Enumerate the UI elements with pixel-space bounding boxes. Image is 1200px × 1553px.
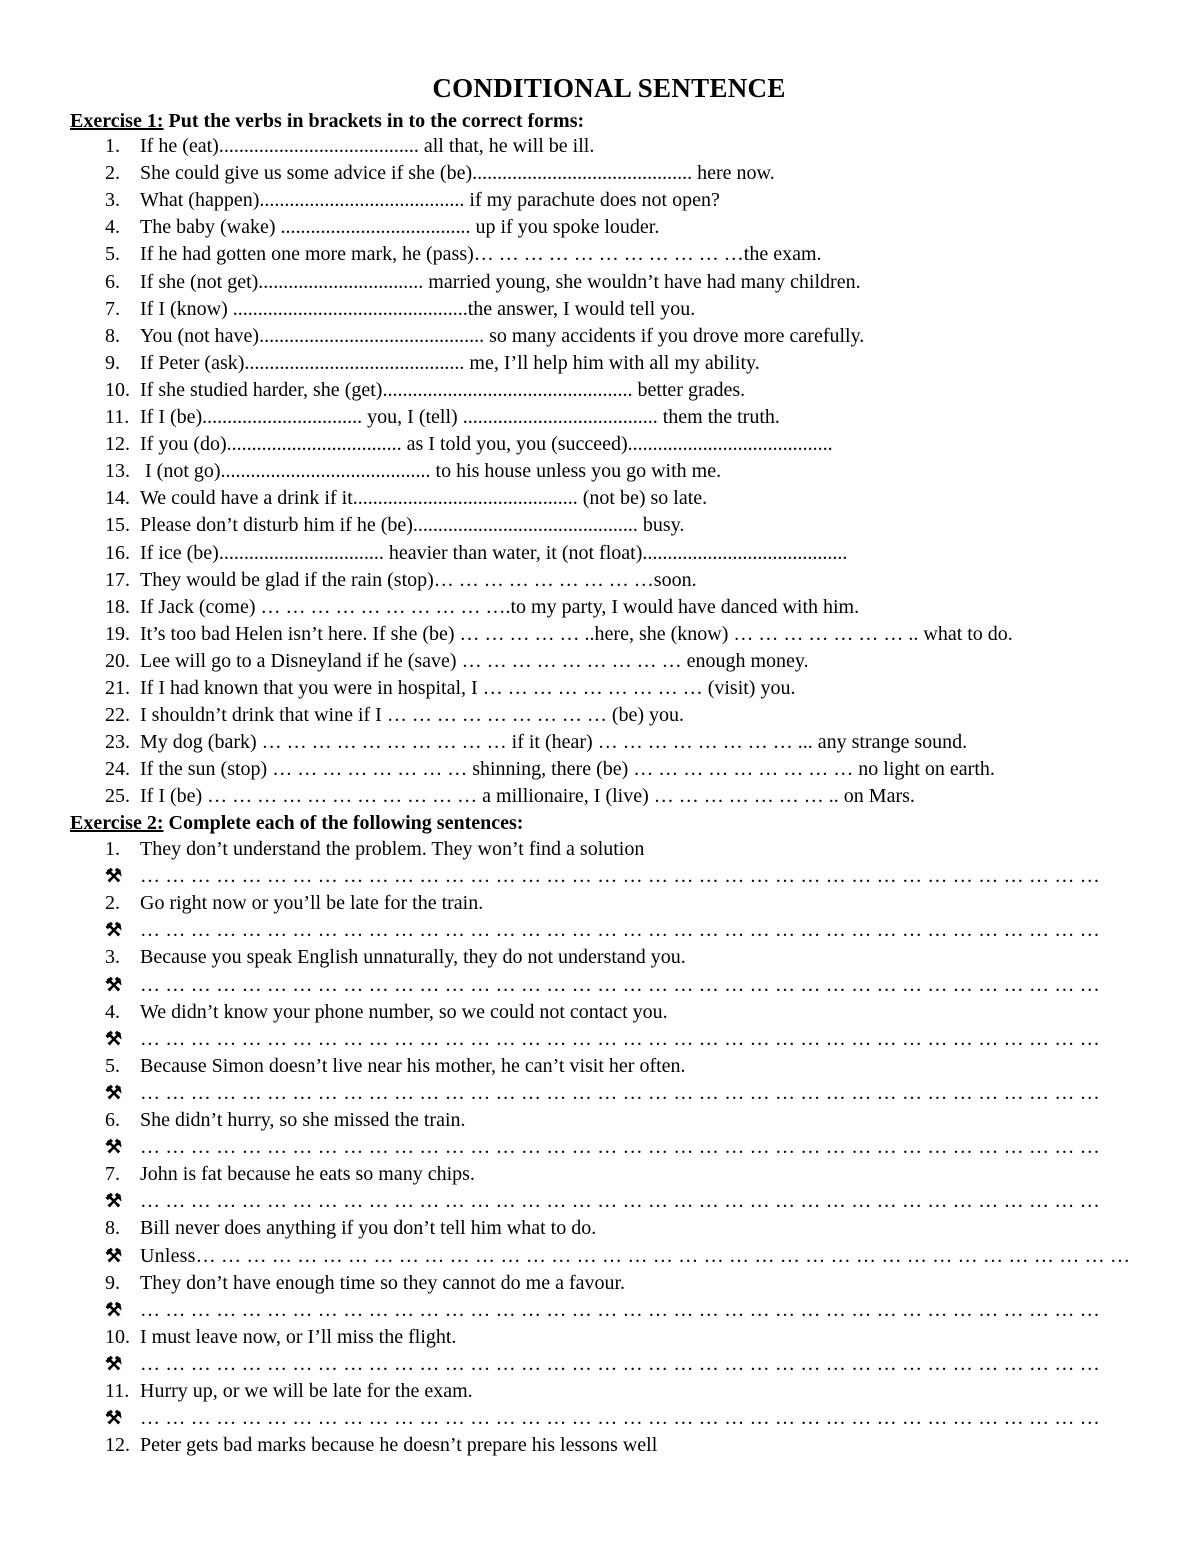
exercise-1-item bbox=[105, 648, 809, 675]
exercise-1-item bbox=[105, 512, 684, 539]
item-number: 1. bbox=[105, 135, 120, 157]
item-text: If he had gotten one more mark, he (pass)… … … … … … … … … … …the exam. bbox=[140, 243, 822, 266]
exercise-2-item bbox=[105, 1270, 625, 1297]
item-text: If I (be)................................ you, I (tell) ....................................... them the truth. bbox=[140, 406, 780, 428]
item-text: Hurry up, or we will be late for the exam. bbox=[140, 1380, 473, 1402]
answer-blank[interactable]: … … … … … … … … … … … … … … … … … … … … … … … … … … … … … … … … … … … … … … bbox=[140, 1136, 1100, 1159]
exercise-2-instruction: Complete each of the following sentences: bbox=[163, 812, 524, 834]
hammer-pick-icon: ⚒ bbox=[105, 1191, 123, 1213]
answer-line[interactable] bbox=[105, 1080, 1100, 1107]
hammer-pick-icon: ⚒ bbox=[105, 1299, 123, 1321]
answer-line[interactable] bbox=[105, 917, 1100, 944]
item-number: 8. bbox=[105, 1217, 120, 1240]
exercise-2-item bbox=[105, 999, 668, 1026]
exercise-1-item bbox=[105, 567, 697, 594]
item-text: If Jack (come) … … … … … … … … … ….to my party, I would have danced with him. bbox=[140, 595, 860, 618]
hammer-pick-icon: ⚒ bbox=[105, 1082, 123, 1104]
item-number: 2. bbox=[105, 162, 120, 185]
exercise-1-item bbox=[105, 187, 720, 214]
item-text: Peter gets bad marks because he doesn’t prepare his lessons well bbox=[140, 1434, 658, 1457]
answer-line[interactable] bbox=[105, 863, 1100, 890]
item-text: If I (be) … … … … … … … … … … … a millionaire, I (live) … … … … … … … .. on Mars. bbox=[140, 785, 915, 808]
answer-blank[interactable]: … … … … … … … … … … … … … … … … … … … … … … … … … … … … … … … … … … … … … … bbox=[140, 1298, 1100, 1321]
page-title: CONDITIONAL SENTENCE bbox=[432, 73, 786, 103]
item-number: 23. bbox=[105, 731, 130, 754]
item-number: 2. bbox=[105, 892, 120, 915]
exercise-2-label: Exercise 2: bbox=[70, 812, 164, 834]
exercise-2-item bbox=[105, 1161, 475, 1188]
exercise-1-item bbox=[105, 458, 721, 485]
exercise-2-item bbox=[105, 1324, 456, 1351]
item-text: If I had known that you were in hospital, I … … … … … … … … … (visit) you. bbox=[140, 677, 796, 699]
item-text: We could have a drink if it............................................. (not be) so late. bbox=[140, 487, 708, 510]
exercise-1-item bbox=[105, 296, 695, 323]
item-text: If the sun (stop) … … … … … … … … shinning, there (be) … … … … … … … … … no light on earth. bbox=[140, 758, 995, 781]
answer-blank[interactable]: … … … … … … … … … … … … … … … … … … … … … … … … … … … … … … … … … … … … … … bbox=[140, 1081, 1100, 1104]
item-text: Please don’t disturb him if he (be)............................................. busy. bbox=[140, 514, 685, 537]
answer-line[interactable] bbox=[105, 1297, 1100, 1324]
exercise-2-item bbox=[105, 890, 483, 917]
item-text: Bill never does anything if you don’t tell him what to do. bbox=[140, 1217, 597, 1240]
answer-line[interactable] bbox=[105, 1243, 1130, 1270]
hammer-pick-icon: ⚒ bbox=[105, 1353, 123, 1375]
item-number: 11. bbox=[105, 406, 130, 428]
item-number: 8. bbox=[105, 324, 120, 347]
hammer-pick-icon: ⚒ bbox=[105, 1137, 123, 1159]
item-text: Go right now or you’ll be late for the train. bbox=[140, 892, 484, 915]
exercise-1-item bbox=[105, 621, 1013, 648]
item-number: 10. bbox=[105, 1325, 130, 1348]
exercise-1-item bbox=[105, 214, 659, 241]
exercise-1-item bbox=[105, 540, 847, 567]
hammer-pick-icon: ⚒ bbox=[105, 1245, 123, 1267]
item-text: Lee will go to a Disneyland if he (save) … … … … … … … … … enough money. bbox=[140, 649, 809, 672]
item-number: 25. bbox=[105, 785, 130, 808]
exercise-2-item bbox=[105, 944, 686, 971]
item-number: 16. bbox=[105, 541, 130, 564]
item-number: 4. bbox=[105, 1000, 120, 1023]
exercise-1-item bbox=[105, 350, 760, 377]
hammer-pick-icon: ⚒ bbox=[105, 920, 123, 942]
answer-blank[interactable]: … … … … … … … … … … … … … … … … … … … … … … … … … … … … … … … … … … … … … … bbox=[140, 865, 1100, 888]
item-text: If ice (be)................................. heavier than water, it (not float)......................................... bbox=[140, 541, 848, 564]
item-number: 22. bbox=[105, 704, 130, 727]
exercise-1-item bbox=[105, 431, 833, 458]
item-number: 4. bbox=[105, 216, 120, 239]
item-text: If she studied harder, she (get).................................................. better grades. bbox=[140, 378, 746, 401]
item-number: 7. bbox=[105, 1163, 120, 1186]
item-text: We didn’t know your phone number, so we could not contact you. bbox=[140, 1000, 668, 1023]
item-number: 20. bbox=[105, 649, 130, 672]
exercise-1-item bbox=[105, 269, 861, 296]
item-number: 21. bbox=[105, 677, 130, 699]
item-text: The baby (wake) ...................................... up if you spoke louder. bbox=[140, 216, 660, 239]
exercise-1-label: Exercise 1: bbox=[70, 110, 164, 132]
item-number: 11. bbox=[105, 1380, 130, 1402]
item-number: 14. bbox=[105, 487, 130, 510]
answer-line[interactable] bbox=[105, 1351, 1100, 1378]
item-number: 6. bbox=[105, 270, 120, 293]
answer-blank[interactable]: … … … … … … … … … … … … … … … … … … … … … … … … … … … … … … … … … … … … … … bbox=[140, 1190, 1100, 1213]
item-number: 9. bbox=[105, 351, 120, 374]
answer-blank[interactable]: … … … … … … … … … … … … … … … … … … … … … … … … … … … … … … … … … … … … … … bbox=[140, 1407, 1100, 1430]
item-number: 15. bbox=[105, 514, 130, 537]
exercise-1-instruction: Put the verbs in brackets in to the correct forms: bbox=[163, 110, 585, 132]
item-number: 13. bbox=[105, 460, 130, 483]
item-text: What (happen)......................................... if my parachute does not open? bbox=[140, 189, 720, 212]
exercise-1-item bbox=[105, 702, 684, 729]
item-text: If she (not get)................................. married young, she wouldn’t have had many children. bbox=[140, 270, 861, 293]
answer-blank[interactable]: … … … … … … … … … … … … … … … … … … … … … … … … … … … … … … … … … … … … … … bbox=[140, 1027, 1100, 1050]
answer-blank[interactable]: … … … … … … … … … … … … … … … … … … … … … … … … … … … … … … … … … … … … … … bbox=[140, 973, 1100, 996]
exercise-2-item bbox=[105, 1053, 686, 1080]
item-text: You (not have)............................................. so many accidents if you drove more carefully. bbox=[140, 324, 865, 347]
exercise-1-item bbox=[105, 404, 780, 431]
item-text: Because Simon doesn’t live near his mother, he can’t visit her often. bbox=[140, 1054, 686, 1077]
answer-blank[interactable]: Unless… … … … … … … … … … … … … … … … … … … … … … … … … … … … … … … … … … … … … bbox=[140, 1244, 1131, 1267]
exercise-1-item bbox=[105, 323, 864, 350]
item-text: My dog (bark) … … … … … … … … … … if it (hear) … … … … … … … … ... any strange sound. bbox=[140, 731, 968, 754]
answer-line[interactable] bbox=[105, 1188, 1100, 1215]
answer-line[interactable] bbox=[105, 1405, 1100, 1432]
exercise-2-item bbox=[105, 1215, 596, 1242]
item-text: If he (eat)........................................ all that, he will be ill. bbox=[140, 135, 595, 157]
item-text: It’s too bad Helen isn’t here. If she (be) … … … … … ..here, she (know) … … … … … … … .. what to do. bbox=[140, 622, 1013, 645]
item-number: 9. bbox=[105, 1271, 120, 1294]
hammer-pick-icon: ⚒ bbox=[105, 1028, 123, 1050]
exercise-1-heading bbox=[70, 108, 584, 134]
item-text: John is fat because he eats so many chips. bbox=[140, 1163, 475, 1186]
exercise-2-heading bbox=[70, 810, 523, 836]
item-text: If I (know) ...............................................the answer, I would tell you. bbox=[140, 297, 696, 320]
item-number: 17. bbox=[105, 568, 130, 591]
item-number: 12. bbox=[105, 433, 130, 456]
exercise-1-item bbox=[105, 485, 707, 512]
exercise-2-item bbox=[105, 1107, 466, 1134]
item-number: 3. bbox=[105, 946, 120, 969]
item-text: I (not go).......................................... to his house unless you go with me. bbox=[140, 460, 722, 483]
item-number: 24. bbox=[105, 758, 130, 781]
item-text: If Peter (ask)............................................ me, I’ll help him with all my ability. bbox=[140, 351, 760, 374]
exercise-2-item bbox=[105, 1378, 473, 1405]
item-text: Because you speak English unnaturally, they do not understand you. bbox=[140, 946, 686, 969]
answer-line[interactable] bbox=[105, 1026, 1100, 1053]
item-number: 3. bbox=[105, 189, 120, 212]
hammer-pick-icon: ⚒ bbox=[105, 974, 123, 996]
answer-blank[interactable]: … … … … … … … … … … … … … … … … … … … … … … … … … … … … … … … … … … … … … … bbox=[140, 919, 1100, 942]
answer-line[interactable] bbox=[105, 1134, 1100, 1161]
answer-line[interactable] bbox=[105, 972, 1100, 999]
item-number: 5. bbox=[105, 243, 120, 266]
hammer-pick-icon: ⚒ bbox=[105, 866, 123, 888]
exercise-1-item bbox=[105, 241, 822, 268]
item-number: 12. bbox=[105, 1434, 130, 1457]
item-number: 1. bbox=[105, 838, 120, 860]
item-text: I shouldn’t drink that wine if I … … … … … … … … … (be) you. bbox=[140, 704, 685, 727]
exercise-1-item bbox=[105, 594, 859, 621]
item-text: She could give us some advice if she (be)............................................ here now. bbox=[140, 162, 775, 185]
item-number: 19. bbox=[105, 622, 130, 645]
exercise-2-item bbox=[105, 1432, 657, 1459]
exercise-1-item bbox=[105, 783, 915, 810]
exercise-1-item bbox=[105, 756, 995, 783]
exercise-2-item bbox=[105, 836, 644, 863]
item-text: They would be glad if the rain (stop)… … … … … … … … …soon. bbox=[140, 568, 697, 591]
item-number: 7. bbox=[105, 297, 120, 320]
item-text: If you (do)................................... as I told you, you (succeed)......................................... bbox=[140, 433, 833, 456]
exercise-1-item bbox=[105, 160, 775, 187]
hammer-pick-icon: ⚒ bbox=[105, 1408, 123, 1430]
item-number: 6. bbox=[105, 1109, 120, 1131]
item-text: She didn’t hurry, so she missed the train. bbox=[140, 1109, 466, 1131]
item-text: They don’t understand the problem. They won’t find a solution bbox=[140, 838, 645, 860]
item-number: 5. bbox=[105, 1054, 120, 1077]
item-text: I must leave now, or I’ll miss the flight. bbox=[140, 1325, 457, 1348]
exercise-1-item bbox=[105, 377, 745, 404]
item-text: They don’t have enough time so they cannot do me a favour. bbox=[140, 1271, 626, 1294]
answer-blank[interactable]: … … … … … … … … … … … … … … … … … … … … … … … … … … … … … … … … … … … … … … bbox=[140, 1352, 1100, 1375]
exercise-1-item bbox=[105, 729, 967, 756]
item-number: 10. bbox=[105, 378, 130, 401]
exercise-1-item bbox=[105, 133, 594, 160]
item-number: 18. bbox=[105, 595, 130, 618]
exercise-1-item bbox=[105, 675, 795, 702]
